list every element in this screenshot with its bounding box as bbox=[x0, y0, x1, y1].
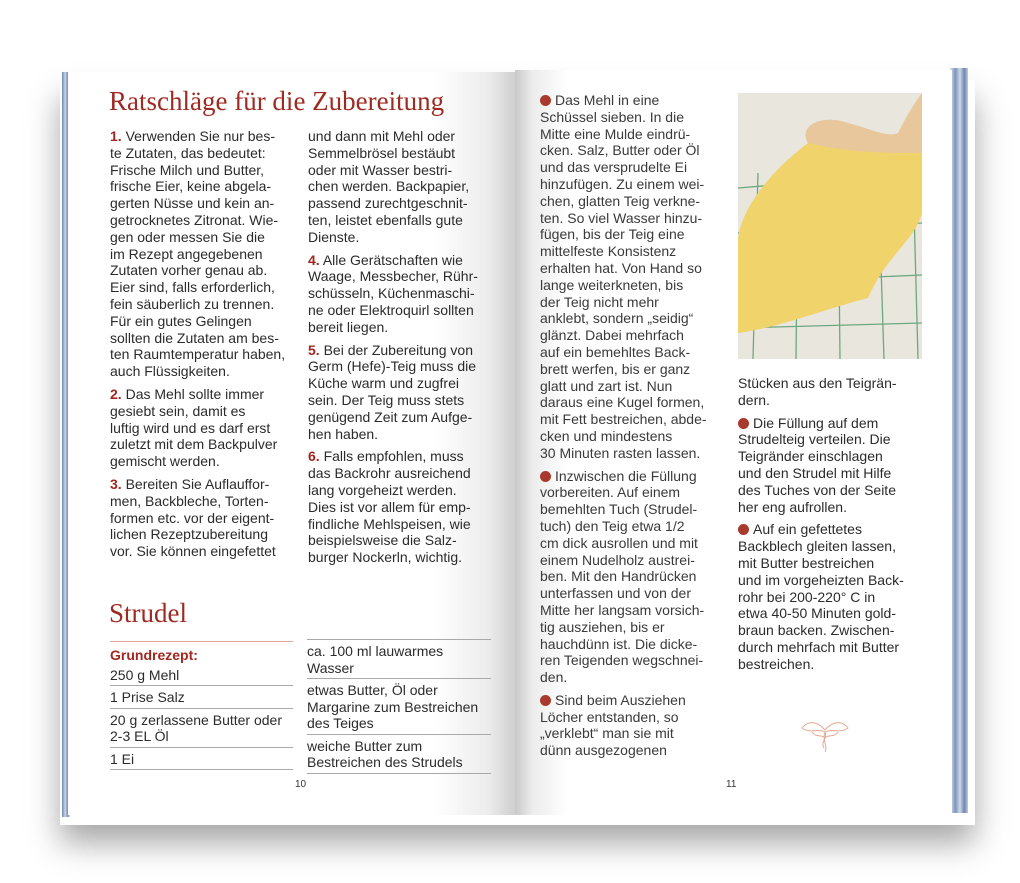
line-text: Alle Gerätschaften wie bbox=[322, 251, 463, 268]
line-text: vorbereiten. Auf einem bbox=[540, 484, 681, 501]
text-line bbox=[110, 262, 285, 279]
text-line bbox=[308, 499, 478, 516]
text-line bbox=[308, 342, 478, 359]
line-text: Semmelbrösel bestäubt bbox=[308, 144, 456, 161]
line-text: Schüssel sieben. In die bbox=[540, 108, 684, 125]
line-text: bemehlten Tuch (Strudel- bbox=[540, 501, 698, 518]
text-line bbox=[308, 229, 478, 246]
line-text: Das Mehl in eine bbox=[555, 92, 660, 108]
text-line bbox=[110, 279, 285, 296]
ingredient-text: Wasser bbox=[307, 659, 354, 676]
line-text: braun backen. Zwischen- bbox=[738, 622, 895, 639]
text-line bbox=[308, 409, 478, 426]
line-text: luftig wird und es darf erst bbox=[110, 419, 271, 436]
text-line bbox=[308, 252, 478, 269]
line-text: Bereiten Sie Auflauffor- bbox=[125, 475, 270, 492]
paragraph bbox=[738, 415, 904, 516]
text-line bbox=[738, 431, 904, 448]
text-line bbox=[540, 294, 707, 311]
line-text: hinzufügen. Zu einem wei- bbox=[540, 175, 705, 192]
bullet-icon bbox=[738, 418, 749, 429]
line-text: brett werfen, bis er ganz bbox=[540, 360, 691, 377]
ingredient-text: 1 Ei bbox=[110, 750, 135, 767]
text-line bbox=[540, 669, 707, 686]
line-text: Sind beim Ausziehen bbox=[555, 691, 686, 708]
line-text: Mitte eine Mulde eindrü- bbox=[540, 125, 691, 142]
text-line bbox=[540, 585, 707, 602]
line-text: etwa 40-50 Minuten gold- bbox=[738, 605, 896, 622]
text-line bbox=[110, 229, 285, 246]
line-text: gerten Nüsse und kein an- bbox=[110, 195, 275, 212]
ingredient-text: Margarine zum Bestreichen bbox=[307, 698, 479, 715]
line-text: Stücken aus den Teigrän- bbox=[738, 375, 897, 391]
line-text: rohr bei 200-220° C in bbox=[738, 588, 876, 605]
line-text: Inzwischen die Füllung bbox=[555, 467, 697, 484]
line-text: und das versprudelte Ei bbox=[540, 159, 688, 176]
line-text: den. bbox=[540, 669, 568, 686]
line-text: lange weiterkneten, bis bbox=[540, 276, 684, 293]
page-number-left: 10 bbox=[295, 779, 307, 790]
item-number: 3. bbox=[110, 475, 122, 492]
line-text: ten, leistet ebenfalls gute bbox=[308, 211, 463, 228]
text-line bbox=[738, 538, 904, 555]
line-text: und den Strudel mit Hilfe bbox=[738, 464, 892, 481]
line-text: schüsseln, Küchenmaschi- bbox=[308, 285, 475, 302]
line-text: ben. Mit den Handrücken bbox=[540, 568, 697, 585]
text-line bbox=[308, 319, 478, 336]
line-text: chen, glatten Teig verkne- bbox=[540, 192, 701, 209]
line-text: ten Raumtemperatur haben, bbox=[110, 346, 286, 363]
line-text: burger Nockerln, wichtig. bbox=[308, 549, 463, 566]
item-number: 6. bbox=[308, 448, 320, 465]
text-line bbox=[110, 526, 285, 543]
text-line bbox=[110, 543, 285, 560]
text-line bbox=[540, 602, 707, 619]
paragraph bbox=[308, 448, 478, 566]
text-line bbox=[540, 176, 707, 193]
text-line bbox=[738, 415, 904, 432]
text-line bbox=[738, 605, 904, 622]
flourish-ornament-icon bbox=[800, 716, 850, 756]
text-line bbox=[540, 361, 707, 378]
text-line bbox=[738, 465, 904, 482]
paragraph bbox=[110, 386, 285, 470]
line-text: te Zutaten, das bedeutet: bbox=[110, 144, 266, 161]
text-line bbox=[540, 568, 707, 585]
line-text: auch Flüssigkeiten. bbox=[110, 363, 230, 380]
text-line bbox=[738, 656, 904, 673]
text-line bbox=[308, 426, 478, 443]
line-text: Auf ein gefettetes bbox=[753, 521, 862, 538]
text-line bbox=[110, 330, 285, 347]
text-line bbox=[738, 448, 904, 465]
line-text: frische Eier, keine abgela- bbox=[110, 178, 272, 195]
tips-column-1 bbox=[110, 128, 285, 566]
text-line bbox=[110, 128, 285, 145]
paragraph bbox=[540, 692, 707, 759]
text-line bbox=[738, 521, 904, 538]
ingredient-text: 1 Prise Salz bbox=[110, 689, 185, 705]
text-line bbox=[110, 476, 285, 493]
text-line bbox=[540, 445, 707, 462]
line-text: Dies ist vor allem für emp- bbox=[308, 498, 471, 515]
line-text: Die Füllung auf dem bbox=[753, 414, 879, 431]
paragraph bbox=[540, 468, 707, 686]
paragraph bbox=[308, 252, 478, 336]
ingredient-row bbox=[110, 748, 293, 771]
line-text: hauchdünn ist. Die dicke- bbox=[540, 635, 698, 652]
instructions-column-2 bbox=[738, 375, 904, 679]
text-line bbox=[308, 145, 478, 162]
line-text: lang vorgeheizt werden. bbox=[308, 481, 457, 498]
line-text: dünn ausgezogenen bbox=[540, 742, 667, 759]
text-line bbox=[308, 128, 478, 145]
line-text: Bei der Zubereitung von bbox=[323, 341, 474, 358]
text-line bbox=[540, 518, 707, 535]
paragraph bbox=[308, 342, 478, 443]
text-line bbox=[540, 260, 707, 277]
line-text: oder mit Wasser bestri- bbox=[308, 161, 453, 178]
text-line bbox=[738, 555, 904, 572]
line-text: ren Teigenden wegschnei- bbox=[540, 652, 704, 669]
line-text: „verklebt“ man sie mit bbox=[540, 725, 674, 742]
line-text: beispielsweise die Salz- bbox=[308, 532, 457, 549]
ingredient-text: des Teiges bbox=[307, 715, 374, 731]
ingredient-text: Bestreichen des Strudels bbox=[307, 754, 463, 770]
line-text: passend zurechtgeschnit- bbox=[308, 195, 468, 212]
text-line bbox=[738, 499, 904, 516]
text-line bbox=[540, 126, 707, 143]
line-text: sein. Der Teig muss stets bbox=[308, 391, 465, 408]
line-text: und dann mit Mehl oder bbox=[308, 128, 456, 144]
text-line bbox=[110, 178, 285, 195]
line-text: anklebt, sondern „seidig“ bbox=[540, 310, 694, 327]
text-line bbox=[110, 436, 285, 453]
text-line bbox=[308, 375, 478, 392]
ingredient-row bbox=[307, 679, 491, 735]
text-line bbox=[540, 535, 707, 552]
line-text: getrocknetes Zitronat. Wie- bbox=[110, 211, 279, 228]
line-text: gesiebt sein, damit es bbox=[110, 402, 246, 419]
bullet-icon bbox=[540, 95, 551, 106]
line-text: Waage, Messbecher, Rühr- bbox=[308, 268, 478, 285]
text-line bbox=[110, 162, 285, 179]
item-number: 5. bbox=[308, 341, 320, 358]
line-text: 30 Minuten rasten lassen. bbox=[540, 444, 701, 461]
ingredients-heading: Grundrezept: bbox=[110, 647, 198, 663]
text-line bbox=[110, 363, 285, 380]
line-text: hen haben. bbox=[308, 425, 379, 442]
line-text: mit Fett bestreichen, abde- bbox=[540, 411, 707, 428]
text-line bbox=[308, 392, 478, 409]
line-text: das Backrohr ausreichend bbox=[308, 465, 471, 482]
text-line bbox=[540, 636, 707, 653]
ingredients-table-left bbox=[110, 641, 293, 770]
line-text: tig ausziehen, bis er bbox=[540, 618, 665, 635]
ingredient-text: 250 g Mehl bbox=[110, 666, 180, 683]
text-line bbox=[540, 692, 707, 709]
line-text: Zutaten vorher genau ab. bbox=[110, 262, 268, 279]
line-text: mittelfeste Konsistenz bbox=[540, 243, 677, 260]
text-line bbox=[540, 709, 707, 726]
line-text: gen oder messen Sie die bbox=[110, 228, 265, 245]
line-text: unterfassen und von der bbox=[540, 585, 691, 602]
line-text: formen etc. vor der eigent- bbox=[110, 509, 275, 526]
text-line bbox=[308, 358, 478, 375]
text-line bbox=[110, 195, 285, 212]
paragraph bbox=[540, 92, 707, 462]
text-line bbox=[540, 142, 707, 159]
text-line bbox=[540, 411, 707, 428]
line-text: daraus eine Kugel formen, bbox=[540, 394, 705, 411]
ingredient-text: ca. 100 ml lauwarmes bbox=[307, 643, 444, 659]
ingredient-text: 20 g zerlassene Butter oder bbox=[110, 711, 282, 728]
line-text: ten. So viel Wasser hinzu- bbox=[540, 209, 703, 226]
text-line bbox=[540, 484, 707, 501]
text-line bbox=[110, 296, 285, 313]
ingredient-text: weiche Butter zum bbox=[307, 737, 423, 754]
ingredient-text: 2-3 EL Öl bbox=[110, 728, 169, 744]
text-line bbox=[110, 510, 285, 527]
text-line bbox=[738, 392, 904, 409]
line-text: erhalten hat. Von Hand so bbox=[540, 259, 702, 276]
text-line bbox=[540, 193, 707, 210]
text-line bbox=[308, 178, 478, 195]
text-line bbox=[308, 302, 478, 319]
book-edge-right bbox=[950, 68, 968, 813]
page-number-right: 11 bbox=[726, 779, 737, 790]
bullet-icon bbox=[738, 524, 749, 535]
text-line bbox=[110, 246, 285, 263]
line-text: Küche warm und zugfrei bbox=[308, 375, 459, 392]
line-text: Dienste. bbox=[308, 228, 360, 245]
line-text: des Tuches von der Seite bbox=[738, 481, 896, 498]
line-text: bestreichen. bbox=[738, 655, 815, 672]
text-line bbox=[540, 428, 707, 445]
text-line bbox=[540, 501, 707, 518]
line-text: und im vorgeheizten Back- bbox=[738, 571, 904, 588]
paragraph bbox=[738, 375, 904, 409]
line-text: Für ein gutes Gelingen bbox=[110, 312, 252, 329]
text-line bbox=[738, 572, 904, 589]
paragraph bbox=[110, 128, 285, 380]
line-text: vor. Sie können eingefettet bbox=[110, 543, 276, 560]
line-text: Germ (Hefe)-Teig muss die bbox=[308, 358, 477, 375]
line-text: einem Nudelholz austrei- bbox=[540, 551, 695, 568]
ingredient-row bbox=[110, 686, 293, 709]
text-line bbox=[110, 145, 285, 162]
item-number: 2. bbox=[110, 385, 122, 402]
text-line bbox=[540, 725, 707, 742]
line-text: findliche Mehlspeisen, wie bbox=[308, 515, 471, 532]
text-line bbox=[110, 403, 285, 420]
line-text: cken und mindestens bbox=[540, 427, 673, 444]
line-text: Mitte her langsam vorsich- bbox=[540, 601, 705, 618]
text-line bbox=[540, 652, 707, 669]
item-number: 4. bbox=[308, 251, 320, 268]
text-line bbox=[308, 285, 478, 302]
text-line bbox=[540, 310, 707, 327]
line-text: genügend Zeit zum Aufge- bbox=[308, 408, 473, 425]
instructions-column-1 bbox=[540, 92, 707, 765]
line-text: ne oder Elektroquirl sollten bbox=[308, 301, 474, 318]
ingredient-text: etwas Butter, Öl oder bbox=[307, 682, 438, 698]
text-line bbox=[540, 552, 707, 569]
text-line bbox=[308, 212, 478, 229]
line-text: Teigränder einschlagen bbox=[738, 448, 883, 465]
text-line bbox=[540, 378, 707, 395]
text-line bbox=[110, 493, 285, 510]
text-line bbox=[308, 465, 478, 482]
text-line bbox=[540, 92, 707, 109]
bullet-icon bbox=[540, 471, 551, 482]
text-line bbox=[540, 344, 707, 361]
text-line bbox=[738, 482, 904, 499]
line-text: men, Backbleche, Torten- bbox=[110, 492, 269, 509]
tips-column-2 bbox=[308, 128, 478, 572]
ingredient-row bbox=[110, 664, 293, 687]
ingredient-row bbox=[307, 735, 491, 774]
text-line bbox=[110, 386, 285, 403]
text-line bbox=[110, 346, 285, 363]
line-text: her eng aufrollen. bbox=[738, 498, 847, 515]
text-line bbox=[738, 589, 904, 606]
paragraph bbox=[738, 521, 904, 672]
line-text: Strudelteig verteilen. Die bbox=[738, 431, 891, 448]
recipe-title: Strudel bbox=[109, 598, 187, 628]
text-line bbox=[110, 313, 285, 330]
line-text: lichen Rezeptzubereitung bbox=[110, 526, 268, 543]
line-text: Löcher entstanden, so bbox=[540, 708, 679, 725]
line-text: Eier sind, falls erforderlich, bbox=[110, 279, 275, 296]
text-line bbox=[540, 277, 707, 294]
text-line bbox=[738, 375, 904, 392]
text-line bbox=[308, 482, 478, 499]
line-text: fügen, bis der Teig eine bbox=[540, 226, 685, 243]
line-text: cken. Salz, Butter oder Öl bbox=[540, 142, 700, 159]
text-line bbox=[540, 109, 707, 126]
line-text: gemischt werden. bbox=[110, 453, 220, 470]
line-text: Das Mehl sollte immer bbox=[125, 385, 265, 402]
bullet-icon bbox=[540, 695, 551, 706]
text-line bbox=[308, 532, 478, 549]
ingredient-row bbox=[307, 639, 491, 679]
line-text: der Teig nicht mehr bbox=[540, 293, 659, 310]
text-line bbox=[540, 243, 707, 260]
text-line bbox=[308, 516, 478, 533]
line-text: Falls empfohlen, muss bbox=[323, 448, 464, 465]
line-text: zuletzt mit dem Backpulver bbox=[110, 436, 278, 453]
line-text: Backblech gleiten lassen, bbox=[738, 538, 896, 555]
text-line bbox=[738, 639, 904, 656]
text-line bbox=[308, 162, 478, 179]
dough-on-hands-photo bbox=[738, 93, 922, 359]
line-text: auf ein bemehltes Back- bbox=[540, 343, 691, 360]
paragraph bbox=[110, 476, 285, 560]
paragraph bbox=[308, 128, 478, 246]
text-line bbox=[110, 420, 285, 437]
text-line bbox=[540, 226, 707, 243]
page-title: Ratschläge für die Zubereitung bbox=[109, 86, 445, 116]
line-text: im Rezept angegebenen bbox=[110, 245, 263, 262]
text-line bbox=[540, 394, 707, 411]
text-line bbox=[308, 268, 478, 285]
text-line bbox=[540, 619, 707, 636]
line-text: durch mehrfach mit Butter bbox=[738, 638, 900, 655]
item-number: 1. bbox=[110, 128, 122, 144]
line-text: glatt und zart ist. Nun bbox=[540, 377, 673, 394]
line-text: fein säuberlich zu trennen. bbox=[110, 295, 275, 312]
ingredients-table-right bbox=[307, 639, 491, 774]
line-text: sollten die Zutaten am bes- bbox=[110, 329, 279, 346]
text-line bbox=[308, 195, 478, 212]
ingredient-row bbox=[110, 709, 293, 748]
line-text: tuch) den Teig etwa 1/2 bbox=[540, 517, 685, 534]
text-line bbox=[308, 448, 478, 465]
text-line bbox=[738, 622, 904, 639]
line-text: chen werden. Backpapier, bbox=[308, 178, 470, 195]
text-line bbox=[540, 327, 707, 344]
line-text: mit Butter bestreichen bbox=[738, 554, 875, 571]
text-line bbox=[110, 453, 285, 470]
line-text: bereit liegen. bbox=[308, 318, 389, 335]
text-line bbox=[540, 159, 707, 176]
text-line bbox=[540, 468, 707, 485]
line-text: glänzt. Dabei mehrfach bbox=[540, 327, 684, 344]
text-line bbox=[540, 210, 707, 227]
line-text: Frische Milch und Butter, bbox=[110, 161, 265, 178]
line-text: Verwenden Sie nur bes- bbox=[125, 128, 276, 144]
line-text: cm dick ausrollen und mit bbox=[540, 534, 698, 551]
line-text: dern. bbox=[738, 391, 770, 408]
text-line bbox=[308, 549, 478, 566]
text-line bbox=[540, 742, 707, 759]
text-line bbox=[110, 212, 285, 229]
